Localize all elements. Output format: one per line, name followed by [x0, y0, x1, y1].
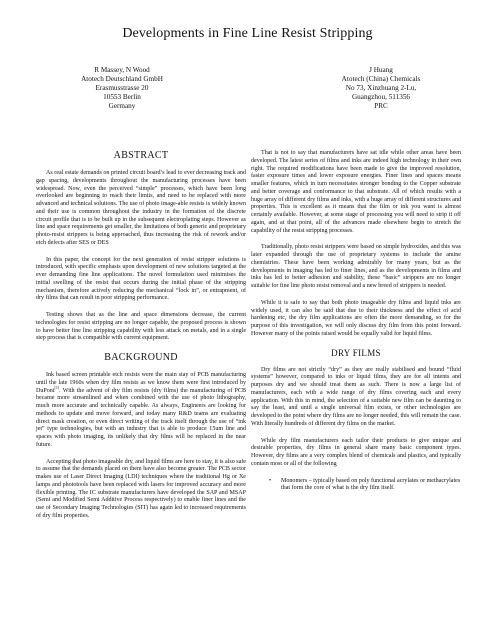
- abstract-heading: ABSTRACT: [113, 150, 169, 161]
- background-paragraph-1: [36, 372, 246, 450]
- right-column: [251, 150, 461, 493]
- abstract-paragraph-3: Testing shows that as the line and space dimensions decrease, the current technologies for resist stripping are no longer capable, the proposed process is shown to have better fine line stripping capability with less attack on metals, and in a single step process that is compatible with current equipment.: [36, 312, 246, 342]
- paper-title: Developments in Fine Line Resist Stripping: [122, 26, 373, 41]
- background-paragraph-2: Accepting that photo imageable dry, and liquid films are here to stay, it is also safe to assume that the demands placed on them have also become greater. The PCB sector makes use of Laser Direct Imaging (LDI) techniques where the traditional Hg or Xe lamps and phototools have been replaced with lasers for improved accuracy and more flexible printing. The IC substrate manufacturers have developed the SAP and MSAP (Semi and Modified Semi Additive Process respectively) to enable finer lines and the use of Secondary Imaging Technologies (SIT) has again led to increased requirements of dry film properties.: [36, 458, 246, 519]
- author-country: Germany: [108, 102, 136, 110]
- dry-films-heading: DRY FILMS: [331, 347, 381, 358]
- author-city: Guangzhou, 511356: [351, 93, 411, 101]
- author-affiliation-right: [316, 66, 446, 111]
- component-list: [251, 478, 461, 494]
- background-text-part-2: . With the advent of dry film resists (dry films) the manufacturing of PCB became more streamlined and when combined with the use of photo lithography, much more accurate and technically capable. As always, Engineers are looking for methods to update and move forward, and today many R&D teams are evaluating direct mask creation, or even direct writing of the track itself through the use of “ink jet” type technologies, but with an industry that is able to produce 15um line and spaces with photo imaging, its unlikely that dry films will be replaced in the near future.: [36, 387, 246, 448]
- author-affiliation-left: [62, 66, 182, 111]
- author-block: [0, 66, 495, 126]
- left-column: [36, 150, 246, 530]
- author-street: Erasmusstrasse 20: [95, 84, 149, 92]
- author-street: No 73, Xinzhuang 2-Lu,: [345, 84, 417, 92]
- author-country: PRC: [374, 102, 388, 110]
- abstract-paragraph-2: In this paper, the concept for the next generation of resist stripper solutions is introduced, with specific emphasis upon development of new solutions targeted at the ever demanding fine line applications. The novel formulation used minimises the initial swelling of the resist that occurs during the initial phase of the stripping mechanism, therefore actively reducing the mechanical “lock in”, or entrapment, of dry films that can result in poor stripping performance.: [36, 256, 246, 302]
- author-names: R Massey, N Wood: [94, 66, 150, 74]
- author-city: 10553 Berlin: [103, 93, 141, 101]
- list-item: • Monomers – typically based on poly functional acrylates or methacrylates that form the core of what is the dry film itself.: [281, 478, 461, 494]
- body-paragraph-3: While it is safe to say that both photo imageable dry films and liquid inks are widely used, it can also be said that due to their thickness and the effect of acid hardening etc, the dry film applications are often the more demanding, so for the purpose of this investigation, we will only discuss dry film from this point forward. However many of the points raised would be equally valid for liquid films.: [251, 299, 461, 337]
- reference-superscript: [1]: [54, 384, 60, 390]
- author-organisation: Atotech Deutschland GmbH: [81, 75, 163, 83]
- background-text-part-1: Ink based screen printable etch resists were the main stay of PCB manufacturing until the late 1960s when dry film resists as we know them were first introduced by DuPont: [36, 372, 246, 394]
- body-paragraph-2: Traditionally, photo resist strippers were based on simple hydroxides, and this was later expanded through the use of proprietary systems to include the amine chemistries. These have been working admirably for many years, but as the developments in imaging has led to finer lines, and as the developments in films and inks has led to better adhesion and stability, these “basic” strippers are no longer suitable for fine line photo resist removal and a new breed of strippers is needed.: [251, 244, 461, 289]
- abstract-paragraph-1: As real estate demands on printed circuit board’s lead to ever decreasing track and gap spacing, developments throughout the manufacturing processes have been widespread. Now, even the perceived “simple” processes, which have been long overlooked are beginning to reach their limits, and need to be replaced with more advanced and technical solutions. The use of photo image-able resists is widely known and their use is common throughout the industry in the formation of the discrete circuit profile that is to be built up in the subsequent electroplating steps. However as line and space requirements get smaller, the limitations of both generic and proprietary photo-resist strippers is being approached, thus increasing the risk of rework and/or etch defects after SES or DES: [36, 170, 246, 246]
- body-paragraph-4: Dry films are not strictly “dry” as they are really stabilised and bound “fluid systems” however, compared to inks or liquid films, they are for all intents and purposes dry and we should treat them as such. There is now a large list of manufacturers, each with a wide range of dry films covering each and every application. With this in mind, the selection of a suitable new film can be daunting to say the least, and until a single universal film exists, or other technologies are developed to the point where dry films are no longer needed, this will remain the case. With literally hundreds of different dry films on the market.: [251, 366, 461, 427]
- body-paragraph-5: While dry film manufacturers each tailor their products to give unique and desirable properties, dry films in general share many basic component types. However, dry films are a very complex blend of chemicals and plastics, and typically contain most or all of the following: [251, 437, 461, 467]
- author-organisation: Atotech (China) Chemicals: [341, 75, 421, 83]
- background-heading: BACKGROUND: [104, 352, 178, 363]
- body-paragraph-1: That is not to say that manufacturers have sat idle while other areas have been developed. The latest series of films and inks are indeed high technology in their own right. The required modifications have been made to give the improved resolution, faster exposure times and lower exposure energies. Finer lines and spaces means smaller features, which in turn necessitates stronger bonding to the Copper substrate and better coverage and conformance to that substrate. All of which results with a huge array of different dry films and inks, with a huge array of different structures and properties. This is excellent as it means that the film or ink you want is almost certainly available. However, at some stage of processing you will need to strip it off again, and at that point, all of the advances made elsewhere begin to stretch the capability of the resist stripping processes.: [251, 150, 461, 234]
- author-names: J Huang: [369, 66, 393, 74]
